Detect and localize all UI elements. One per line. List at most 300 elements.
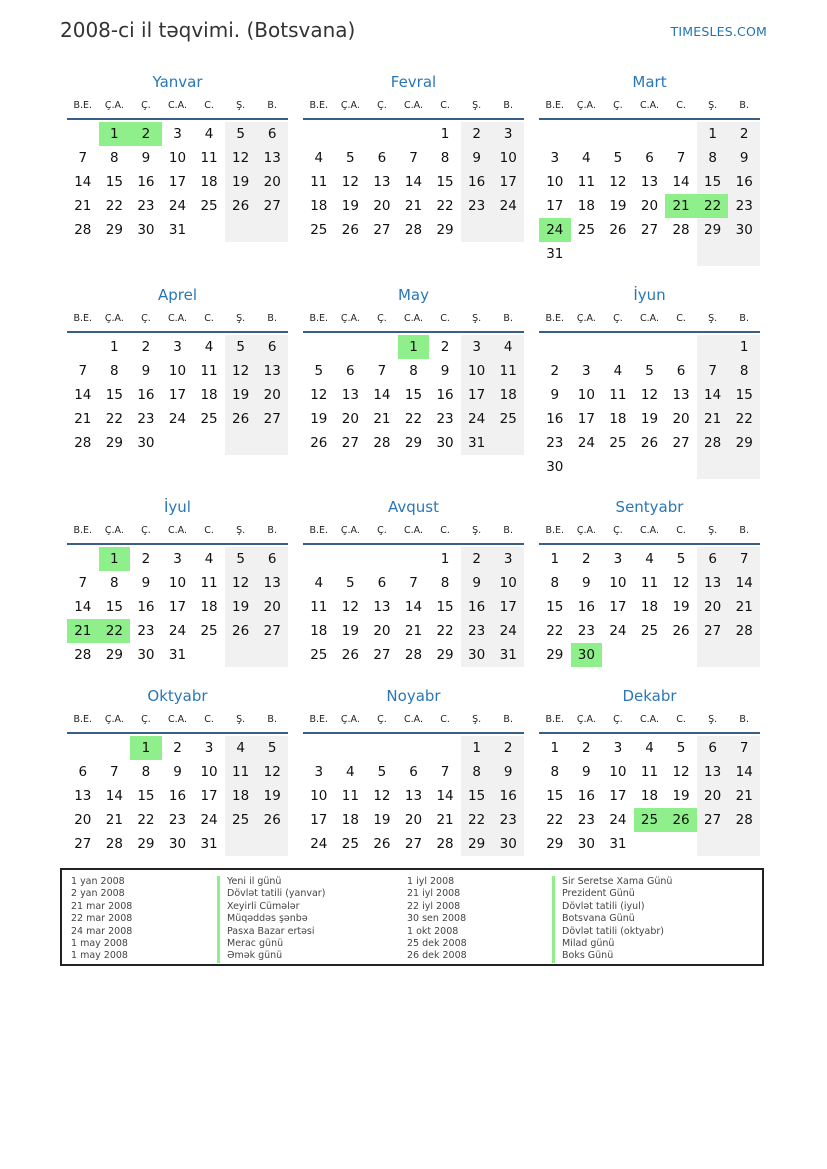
holiday-day-cell: 26 <box>665 808 697 832</box>
day-cell: 30 <box>492 832 524 856</box>
weekday-label: Ş. <box>472 525 482 536</box>
day-cell: 21 <box>404 623 423 639</box>
weekday-label: B. <box>503 313 513 324</box>
day-cell: 11 <box>310 599 328 615</box>
day-cell: 15 <box>105 174 123 190</box>
holiday-day-cell: 30 <box>571 643 603 667</box>
day-cell: 17 <box>168 599 187 615</box>
weekday-label: C. <box>204 313 214 324</box>
empty-cell <box>539 122 571 146</box>
month-5 <box>539 285 760 479</box>
day-cell: 21 <box>105 812 123 828</box>
day-cell: 16 <box>492 784 524 808</box>
day-cell: 15 <box>404 387 423 403</box>
day-cell: 23 <box>728 194 760 218</box>
month-8 <box>539 497 760 667</box>
day-cell: 29 <box>546 647 564 663</box>
weekday-label: C. <box>204 714 214 725</box>
day-cell: 22 <box>436 623 454 639</box>
day-cell: 16 <box>168 788 187 804</box>
legend-date: 22 mar 2008 <box>71 913 133 925</box>
day-cell: 26 <box>609 222 627 238</box>
day-cell: 8 <box>141 764 151 780</box>
empty-cell <box>571 335 603 359</box>
day-grid <box>67 547 288 667</box>
empty-cell <box>728 455 760 479</box>
weekday-label: C.A. <box>403 313 423 324</box>
day-cell: 1 <box>550 740 560 756</box>
day-cell: 18 <box>310 623 328 639</box>
day-cell: 25 <box>310 647 328 663</box>
day-cell: 19 <box>225 595 257 619</box>
empty-cell <box>303 547 335 571</box>
day-cell: 3 <box>173 551 182 567</box>
legend-date: 1 may 2008 <box>71 950 128 962</box>
day-cell: 21 <box>436 812 454 828</box>
day-cell: 20 <box>341 411 359 427</box>
weekday-label: B.E. <box>309 525 329 536</box>
empty-cell <box>366 736 398 760</box>
month-name: May <box>397 286 429 304</box>
day-cell: 14 <box>728 760 760 784</box>
day-cell: 2 <box>461 547 493 571</box>
weekday-label: B.E. <box>545 714 565 725</box>
holiday-day-cell: 21 <box>67 619 99 643</box>
day-cell: 11 <box>225 760 257 784</box>
empty-cell <box>602 335 634 359</box>
weekday-label: Ç. <box>141 313 151 324</box>
weekday-label: B.E. <box>309 714 329 725</box>
day-cell: 11 <box>640 764 659 780</box>
weekday-label: Ç. <box>377 100 387 111</box>
day-cell: 25 <box>200 623 218 639</box>
day-cell: 10 <box>609 764 627 780</box>
day-cell: 22 <box>105 411 123 427</box>
day-cell: 17 <box>492 595 524 619</box>
day-cell: 22 <box>105 198 123 214</box>
day-cell: 17 <box>168 387 187 403</box>
legend-holiday-name: Dövlət tatili (yanvar) <box>227 888 326 900</box>
day-cell: 14 <box>436 788 454 804</box>
weekday-label: Ş. <box>708 100 718 111</box>
weekday-label: C.A. <box>167 525 187 536</box>
holiday-day-cell: 21 <box>665 194 697 218</box>
day-cell: 19 <box>672 788 690 804</box>
day-cell: 28 <box>728 808 760 832</box>
weekday-label: Ç. <box>613 714 623 725</box>
day-cell: 8 <box>110 363 119 379</box>
day-cell: 13 <box>256 571 288 595</box>
holiday-day-cell: 24 <box>539 218 571 242</box>
weekday-label: B.E. <box>73 525 93 536</box>
day-cell: 4 <box>645 740 654 756</box>
day-grid <box>303 736 524 856</box>
empty-cell <box>602 122 634 146</box>
day-cell: 22 <box>137 812 155 828</box>
day-cell: 10 <box>546 174 564 190</box>
legend-holiday-name: Dövlət tatili (iyul) <box>562 900 645 912</box>
day-cell: 15 <box>546 788 564 804</box>
weekday-header <box>67 519 288 545</box>
day-cell: 23 <box>461 619 493 643</box>
legend-date: 21 mar 2008 <box>71 900 133 912</box>
empty-cell <box>602 455 634 479</box>
day-cell: 24 <box>168 411 187 427</box>
day-cell: 3 <box>204 740 214 756</box>
weekday-header <box>539 519 760 545</box>
day-cell: 20 <box>697 784 729 808</box>
empty-cell <box>256 832 288 856</box>
day-cell: 26 <box>225 407 257 431</box>
day-cell: 28 <box>74 435 92 451</box>
day-cell: 11 <box>609 387 627 403</box>
day-cell: 9 <box>550 387 560 403</box>
day-cell: 18 <box>492 383 524 407</box>
day-cell: 12 <box>256 760 288 784</box>
month-name: İyun <box>633 286 666 304</box>
legend-date: 25 dek 2008 <box>407 938 467 950</box>
empty-cell <box>303 736 335 760</box>
day-cell: 31 <box>168 222 187 238</box>
legend-holiday-name: Milad günü <box>562 938 615 950</box>
legend-date: 1 okt 2008 <box>407 925 459 937</box>
day-cell: 27 <box>256 194 288 218</box>
weekday-label: Ç.A. <box>340 714 360 725</box>
weekday-label: B.E. <box>73 714 93 725</box>
day-cell: 20 <box>256 383 288 407</box>
month-2 <box>539 72 760 266</box>
day-cell: 3 <box>550 150 560 166</box>
day-cell: 17 <box>609 788 627 804</box>
month-0 <box>67 72 288 242</box>
weekday-label: Ç. <box>141 714 151 725</box>
day-cell: 18 <box>310 198 328 214</box>
day-cell: 24 <box>168 623 187 639</box>
empty-cell <box>728 643 760 667</box>
empty-cell <box>539 335 571 359</box>
day-cell: 2 <box>550 363 560 379</box>
day-cell: 1 <box>440 551 450 567</box>
day-cell: 28 <box>105 836 123 852</box>
day-cell: 10 <box>461 359 493 383</box>
day-cell: 20 <box>640 198 659 214</box>
day-cell: 29 <box>404 435 423 451</box>
holiday-day-cell: 25 <box>634 808 666 832</box>
day-cell: 4 <box>645 551 654 567</box>
day-cell: 9 <box>461 146 493 170</box>
day-cell: 22 <box>728 407 760 431</box>
day-cell: 23 <box>137 623 155 639</box>
empty-cell <box>99 736 131 760</box>
day-cell: 23 <box>436 411 454 427</box>
day-cell: 30 <box>436 435 454 451</box>
day-cell: 27 <box>341 435 359 451</box>
weekday-label: C.A. <box>167 313 187 324</box>
day-cell: 18 <box>200 387 218 403</box>
empty-cell <box>665 455 697 479</box>
day-cell: 6 <box>697 736 729 760</box>
day-cell: 19 <box>225 383 257 407</box>
weekday-label: Ç. <box>141 525 151 536</box>
weekday-label: B. <box>267 714 277 725</box>
day-cell: 18 <box>609 411 627 427</box>
day-cell: 28 <box>74 647 92 663</box>
day-cell: 16 <box>546 411 564 427</box>
day-cell: 18 <box>341 812 359 828</box>
weekday-label: C. <box>440 100 450 111</box>
empty-cell <box>634 242 666 266</box>
day-cell: 26 <box>672 623 690 639</box>
day-cell: 30 <box>137 435 155 451</box>
weekday-label: Ş. <box>472 714 482 725</box>
weekday-label: Ş. <box>708 313 718 324</box>
day-cell: 6 <box>409 764 418 780</box>
day-cell: 6 <box>377 150 387 166</box>
day-cell: 27 <box>256 407 288 431</box>
day-cell: 19 <box>640 411 659 427</box>
empty-cell <box>728 832 760 856</box>
weekday-label: C. <box>204 100 214 111</box>
day-cell: 31 <box>492 643 524 667</box>
day-cell: 17 <box>577 411 595 427</box>
weekday-label: Ç.A. <box>340 313 360 324</box>
month-10 <box>303 686 524 856</box>
day-cell: 14 <box>74 387 92 403</box>
day-cell: 8 <box>728 359 760 383</box>
legend-date: 24 mar 2008 <box>71 925 133 937</box>
day-cell: 13 <box>697 760 729 784</box>
legend-dates-left <box>71 876 132 963</box>
weekday-label: B. <box>267 313 277 324</box>
empty-cell <box>665 643 697 667</box>
empty-cell <box>225 218 257 242</box>
day-cell: 10 <box>492 146 524 170</box>
weekday-label: C.A. <box>639 313 659 324</box>
legend-holiday-name: Merac günü <box>227 938 284 950</box>
day-cell: 14 <box>672 174 690 190</box>
weekday-label: C. <box>676 313 686 324</box>
day-cell: 6 <box>256 335 288 359</box>
day-grid <box>539 736 760 856</box>
empty-cell <box>193 431 225 455</box>
legend-date: 2 yan 2008 <box>71 888 125 900</box>
empty-cell <box>398 736 430 760</box>
day-cell: 13 <box>640 174 659 190</box>
empty-cell <box>256 643 288 667</box>
empty-cell <box>335 335 367 359</box>
weekday-label: Ç. <box>377 313 387 324</box>
day-cell: 21 <box>728 784 760 808</box>
day-cell: 9 <box>141 150 151 166</box>
day-cell: 5 <box>645 363 654 379</box>
day-cell: 17 <box>310 812 328 828</box>
day-cell: 25 <box>609 435 627 451</box>
day-cell: 18 <box>200 174 218 190</box>
weekday-label: Ç. <box>613 313 623 324</box>
day-cell: 28 <box>404 222 423 238</box>
empty-cell <box>697 455 729 479</box>
day-cell: 23 <box>137 198 155 214</box>
legend-date: 1 may 2008 <box>71 938 128 950</box>
day-cell: 15 <box>436 599 454 615</box>
day-cell: 26 <box>640 435 659 451</box>
day-cell: 20 <box>74 812 92 828</box>
day-cell: 30 <box>137 647 155 663</box>
day-cell: 21 <box>728 595 760 619</box>
day-cell: 12 <box>225 359 257 383</box>
day-cell: 5 <box>676 740 686 756</box>
empty-cell <box>398 547 430 571</box>
empty-cell <box>303 335 335 359</box>
month-name: Dekabr <box>622 687 677 705</box>
weekday-header <box>539 307 760 333</box>
day-cell: 10 <box>200 764 218 780</box>
day-cell: 13 <box>373 174 391 190</box>
weekday-header <box>67 307 288 333</box>
day-cell: 28 <box>728 619 760 643</box>
day-cell: 12 <box>225 571 257 595</box>
day-cell: 4 <box>314 575 324 591</box>
month-3 <box>67 285 288 455</box>
day-cell: 3 <box>582 363 591 379</box>
weekday-label: C. <box>676 100 686 111</box>
month-name: Mart <box>632 73 667 91</box>
day-cell: 13 <box>697 571 729 595</box>
day-cell: 9 <box>582 764 591 780</box>
day-grid <box>303 335 524 455</box>
day-cell: 19 <box>609 198 627 214</box>
day-cell: 16 <box>461 595 493 619</box>
day-cell: 13 <box>341 387 359 403</box>
day-cell: 26 <box>225 194 257 218</box>
legend-holiday-name: Sir Seretse Xama Günü <box>562 876 673 887</box>
day-cell: 3 <box>173 126 182 142</box>
day-cell: 25 <box>341 836 359 852</box>
weekday-label: B. <box>503 100 513 111</box>
day-cell: 26 <box>373 836 391 852</box>
day-cell: 15 <box>461 784 493 808</box>
day-cell: 20 <box>256 170 288 194</box>
empty-cell <box>602 643 634 667</box>
weekday-header <box>539 94 760 120</box>
day-cell: 28 <box>404 647 423 663</box>
day-cell: 28 <box>697 431 729 455</box>
legend-holiday-name: Dövlət tatili (oktyabr) <box>562 925 665 937</box>
day-cell: 24 <box>609 623 627 639</box>
empty-cell <box>492 218 524 242</box>
weekday-label: B. <box>739 714 749 725</box>
day-cell: 11 <box>310 174 328 190</box>
weekday-header <box>303 519 524 545</box>
weekday-label: Ç.A. <box>104 313 124 324</box>
day-cell: 27 <box>404 836 423 852</box>
empty-cell <box>193 643 225 667</box>
holiday-day-cell: 1 <box>99 122 131 146</box>
day-cell: 9 <box>582 575 591 591</box>
day-cell: 4 <box>613 363 623 379</box>
day-cell: 20 <box>697 595 729 619</box>
weekday-label: Ş. <box>708 525 718 536</box>
empty-cell <box>665 335 697 359</box>
empty-cell <box>256 218 288 242</box>
day-cell: 15 <box>728 383 760 407</box>
legend-date: 1 yan 2008 <box>71 876 125 887</box>
day-cell: 2 <box>440 339 450 355</box>
day-cell: 31 <box>461 431 493 455</box>
month-9 <box>67 686 288 856</box>
month-4 <box>303 285 524 455</box>
day-cell: 7 <box>409 150 418 166</box>
weekday-header <box>303 307 524 333</box>
day-cell: 12 <box>341 174 359 190</box>
holiday-day-cell: 1 <box>130 736 162 760</box>
day-cell: 25 <box>492 407 524 431</box>
day-cell: 16 <box>137 599 155 615</box>
brand-link[interactable]: TIMESLES.COM <box>670 24 767 39</box>
day-cell: 8 <box>550 764 560 780</box>
day-cell: 9 <box>461 571 493 595</box>
day-cell: 16 <box>577 788 595 804</box>
legend-holiday-name: Pasxa Bazar ertəsi <box>227 925 315 937</box>
weekday-label: Ç. <box>141 100 151 111</box>
month-name: Yanvar <box>152 73 203 91</box>
day-cell: 2 <box>582 740 591 756</box>
calendar-grid <box>67 72 761 862</box>
empty-cell <box>225 643 257 667</box>
day-cell: 25 <box>200 411 218 427</box>
empty-cell <box>67 736 99 760</box>
day-cell: 12 <box>373 788 391 804</box>
day-cell: 27 <box>373 647 391 663</box>
weekday-label: Ç. <box>613 100 623 111</box>
day-cell: 6 <box>697 547 729 571</box>
day-cell: 26 <box>225 619 257 643</box>
day-cell: 6 <box>256 122 288 146</box>
day-cell: 14 <box>74 599 92 615</box>
day-cell: 17 <box>546 198 564 214</box>
weekday-header <box>303 708 524 734</box>
weekday-label: C. <box>440 313 450 324</box>
empty-cell <box>634 643 666 667</box>
day-cell: 7 <box>377 363 387 379</box>
day-cell: 11 <box>341 788 359 804</box>
legend-date: 30 sen 2008 <box>407 913 467 925</box>
day-cell: 29 <box>436 647 454 663</box>
day-cell: 10 <box>168 150 187 166</box>
day-cell: 19 <box>225 170 257 194</box>
month-name: İyul <box>164 498 191 516</box>
day-cell: 12 <box>672 764 690 780</box>
day-cell: 24 <box>492 619 524 643</box>
weekday-label: B. <box>503 714 513 725</box>
day-cell: 23 <box>577 812 595 828</box>
day-grid <box>539 335 760 479</box>
day-cell: 9 <box>173 764 182 780</box>
weekday-header <box>67 94 288 120</box>
weekday-label: C. <box>676 525 686 536</box>
weekday-label: Ç. <box>613 525 623 536</box>
day-cell: 3 <box>314 764 324 780</box>
month-name: Avqust <box>388 498 439 516</box>
day-cell: 27 <box>697 808 729 832</box>
day-cell: 25 <box>310 222 328 238</box>
day-cell: 2 <box>141 551 151 567</box>
weekday-label: C.A. <box>167 100 187 111</box>
weekday-label: B. <box>739 100 749 111</box>
day-cell: 4 <box>492 335 524 359</box>
day-cell: 1 <box>440 126 450 142</box>
day-cell: 18 <box>225 784 257 808</box>
